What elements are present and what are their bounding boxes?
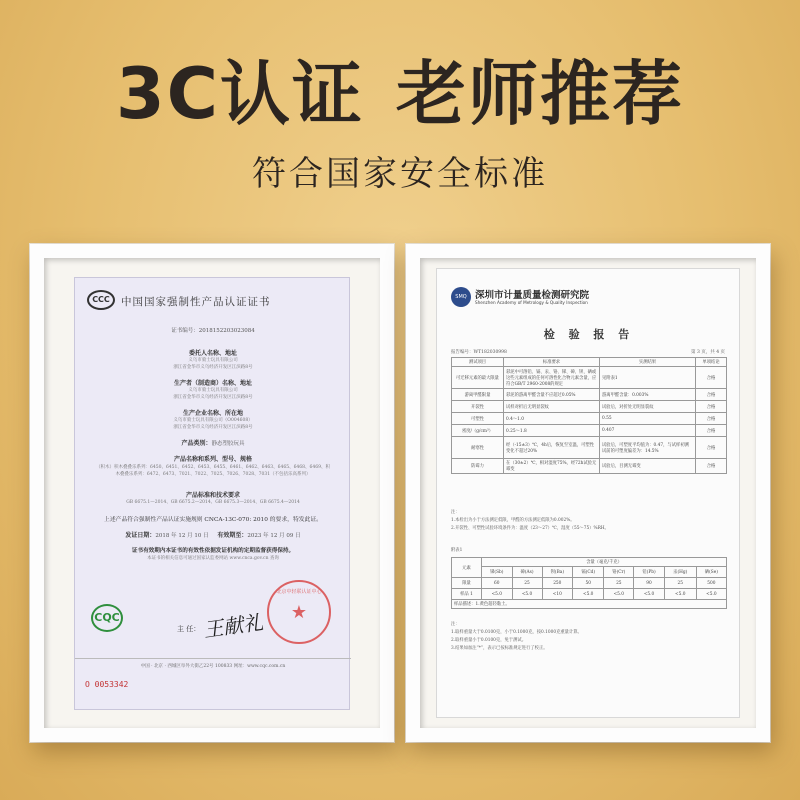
table-header-cell: 标准要求: [504, 358, 600, 367]
headline-part-2: 老师推荐: [396, 53, 685, 135]
valid-date-value: 2023 年 12 月 09 日: [247, 533, 301, 539]
certificate-footer: 中国 · 北京 · 西城区阜外大街乙22号 100833 网址：www.cqc.com.cn: [75, 658, 351, 669]
sample-description: 样品描述：1.黄色超轻黏土。: [452, 600, 727, 609]
table-cell: 合格: [696, 459, 727, 474]
sample-desc-row: [452, 600, 727, 609]
validity-note: 证书有效期内本证书的有效性依据发证机构的定期监督获得保持。: [131, 548, 295, 554]
appendix-cell: 250: [542, 578, 573, 589]
table-cell: 密度/（g/cm³）: [452, 425, 504, 437]
table-cell: 试验后，目测无霉变: [600, 459, 696, 474]
report-page-info: 第 3 页，共 4 页: [691, 350, 725, 355]
certificate-frame: [30, 244, 394, 742]
table-cell: 可塑性: [452, 413, 504, 425]
table-cell: 合格: [696, 437, 727, 459]
certificate-number-value: 2018152203023084: [198, 328, 255, 334]
report-frame: [406, 244, 770, 742]
producer-label-text: 生产者（制造商）名称、地址: [173, 380, 252, 387]
report-number: 报告编号：WT182030998: [451, 350, 507, 355]
table-header-cell: 单项结论: [696, 358, 727, 367]
table-cell: 耐寒性: [452, 437, 504, 459]
institute-name: 深圳市计量质量检测研究院: [475, 290, 590, 301]
table-cell: 游离甲醛含量：0.003%: [600, 389, 696, 401]
table-cell: 可迁移元素的最大限量: [452, 367, 504, 389]
table-cell: 彩泥的游离甲醛含量不应超过0.05%: [504, 389, 600, 401]
appendix-cell: 汞(Hg): [664, 567, 696, 578]
appendix-head-row: [452, 567, 727, 578]
client-label: [75, 348, 351, 357]
appendix-table: [451, 557, 727, 609]
table-cell: 见附表1: [600, 367, 696, 389]
report-title: 检 验 报 告: [543, 328, 635, 341]
client-address: 浙江省金华市义乌经济开发区江滨路8号: [173, 365, 253, 370]
director-label: 主 任：: [177, 625, 201, 633]
factory-address: 浙江省金华市义乌经济开发区江滨路8号: [173, 425, 253, 430]
model-label-text: 产品名称和系列、型号、规格: [173, 456, 252, 463]
standard-label: [75, 490, 351, 499]
headline-part-1: 3C认证: [115, 53, 365, 135]
ccc-certificate: [74, 277, 350, 710]
client-label-text: 委托人名称、地址: [188, 350, 237, 357]
table-cell: 开裂性: [452, 401, 504, 413]
appendix-cell: 限量: [452, 578, 482, 589]
table-cell: 合格: [696, 425, 727, 437]
director-signature: 王献礼: [201, 609, 265, 643]
appendix-cell: <5.0: [634, 589, 664, 600]
note-line: 注：: [451, 622, 460, 627]
appendix-limit-row: [452, 578, 727, 589]
appendix-cell: 镉(Cd): [573, 567, 604, 578]
table-header-row: [452, 358, 727, 367]
note-line: 2.开裂性、可塑性试验环境条件为：温度（23～27）℃，湿度（55～75）%RH。: [451, 526, 609, 531]
table-cell: 防霉力: [452, 459, 504, 474]
table-row: [452, 425, 727, 437]
product-category-value: 静态塑胶玩具: [211, 441, 245, 447]
valid-date-label: 有效期至：: [217, 532, 248, 539]
subline: 符合国家安全标准: [252, 154, 548, 194]
appendix-cell: 25: [664, 578, 696, 589]
appendix-cell: 砷(As): [512, 567, 542, 578]
producer-label: [75, 378, 351, 387]
appendix-cell: 铅(Pb): [634, 567, 664, 578]
producer-address: 浙江省金华市义乌经济开发区江滨路8号: [173, 395, 253, 400]
appendix-cell: <5.0: [512, 589, 542, 600]
table-cell: 0.407: [600, 425, 696, 437]
table-cell: 0.25～1.8: [504, 425, 600, 437]
red-seal-stamp: [267, 580, 331, 644]
table-cell: 经（-15±3）℃，4h后，恢复至室温，可塑性变化不超过20%: [504, 437, 600, 459]
appendix-cell: 90: [634, 578, 664, 589]
table-cell: 0.55: [600, 413, 696, 425]
standards-list: GB 6675.1—2014、GB 6675.2—2014、GB 6675.3—2014、GB 6675.4—2014: [126, 500, 300, 505]
appendix-cell: <5.0: [696, 589, 726, 600]
test-results-table: [451, 357, 727, 474]
factory-name: 义乌市骑士玩具有限公司（O004608）: [173, 418, 253, 423]
issue-date-value: 2018 年 12 月 10 日: [155, 533, 209, 539]
appendix-element-header: 元素: [452, 558, 482, 578]
appendix-title: 含量（毫克/千克）: [482, 558, 727, 567]
table-cell: 试验后，可塑度平均值为：0.47，与试样初测试前的可塑度偏差为：14.5%: [600, 437, 696, 459]
notes-block-2: [451, 621, 582, 653]
appendix-title-row: [452, 558, 727, 567]
table-row: [452, 413, 727, 425]
table-header-cell: 实测结果: [600, 358, 696, 367]
note-line: 2.取样重量小于0.0100克，免于测试。: [451, 638, 526, 643]
table-cell: 试样对折后无明显裂纹: [504, 401, 600, 413]
smq-logo-icon: SMQ: [451, 287, 471, 307]
table-row: [452, 459, 727, 474]
factory-label: [75, 408, 351, 417]
inspection-report: [436, 268, 740, 718]
appendix-cell: 锑(Sb): [482, 567, 513, 578]
table-row: [452, 437, 727, 459]
appendix-cell: <10: [542, 589, 573, 600]
notes-block-1: [451, 509, 609, 533]
client-name: 义乌市骑士玩具有限公司: [188, 358, 238, 363]
product-category: [75, 438, 351, 447]
table-row: [452, 389, 727, 401]
certificate-number-label: 证书编号：: [171, 328, 199, 334]
appendix-sample-row: [452, 589, 727, 600]
model-text: （积木）积木叠叠乐系列：6450、6451、6452、6453、6455、6461、6462、6463、6465、6468、6469、积木叠叠乐系列：6472、6473、7021、7022、7025、7026、7028、7031（不包括乐高系列）: [96, 465, 330, 477]
appendix-label: 附表1: [451, 548, 463, 553]
table-cell: 试验后，对折处无明显裂纹: [600, 401, 696, 413]
issue-date-label: 发证日期：: [125, 532, 156, 539]
appendix-cell: <5.0: [482, 589, 513, 600]
appendix-cell: 25: [604, 578, 634, 589]
table-cell: 在（30±2）℃，相对湿度75%，经72h试验无霉变: [504, 459, 600, 474]
appendix-cell: 铬(Cr): [604, 567, 634, 578]
dates-row: [75, 530, 351, 539]
rule-text: 上述产品符合强制性产品认证实施规则 CNCA-13C-070: 2010 的要求，特发此证。: [104, 517, 322, 523]
table-cell: 0.4～1.0: [504, 413, 600, 425]
table-cell: 合格: [696, 367, 727, 389]
certificate-title: 中国国家强制性产品认证证书: [121, 296, 271, 308]
table-cell: 合格: [696, 413, 727, 425]
appendix-cell: <5.0: [664, 589, 696, 600]
table-cell: 游离甲醛限量: [452, 389, 504, 401]
appendix-cell: 钡(Ba): [542, 567, 573, 578]
appendix-cell: 硒(Se): [696, 567, 726, 578]
table-cell: 彩泥中可溶铅、镉、汞、铬、锑、砷、钡、硒或这些元素组成的任何可溶性化合物元素含量，应符合GB/T 2960-2008的规定: [504, 367, 600, 389]
appendix-cell: <5.0: [573, 589, 604, 600]
certificate-number: [75, 326, 351, 334]
seal-star-icon: ★: [290, 602, 308, 623]
note-line: 注：: [451, 510, 460, 515]
table-header-cell: 测试项目: [452, 358, 504, 367]
appendix-cell: 500: [696, 578, 726, 589]
appendix-cell: 样品 1: [452, 589, 482, 600]
note-line: 1.取样重量大于0.0100克，小于0.1000克，按0.1000克重量计算。: [451, 630, 582, 635]
factory-label-text: 生产企业名称、所在地: [182, 410, 243, 417]
product-category-label: 产品类别：: [181, 440, 212, 447]
note-line: 3.结果如加注“*”，表示已按标准规定进行了校正。: [451, 646, 548, 651]
headline: [0, 38, 800, 139]
appendix-cell: 50: [573, 578, 604, 589]
query-note: 本证书的相关信息可通过国家认监委网站 www.cnca.gov.cn 查询: [147, 556, 279, 561]
note-line: 1.本检出为小于方法测定低限，甲醛的方法测定低限为0.002%。: [451, 518, 575, 523]
standard-label-text: 产品标准和技术要求: [185, 492, 240, 499]
producer-name: 义乌市骑士玩具有限公司: [188, 388, 238, 393]
table-row: [452, 367, 727, 389]
table-row: [452, 401, 727, 413]
appendix-cell: <5.0: [604, 589, 634, 600]
ccc-logo-icon: CCC: [87, 290, 115, 310]
institute-name-en: Shenzhen Academy of Metrology & Quality Inspection: [475, 300, 588, 305]
certificate-serial: O 0053342: [85, 680, 129, 689]
table-cell: 合格: [696, 389, 727, 401]
table-cell: 合格: [696, 401, 727, 413]
appendix-cell: 60: [482, 578, 513, 589]
appendix-cell: 25: [512, 578, 542, 589]
model-label: [75, 454, 351, 463]
cqc-logo-icon: CQC: [91, 604, 123, 632]
seal-text: 北京中轻联认证中心: [276, 589, 322, 595]
